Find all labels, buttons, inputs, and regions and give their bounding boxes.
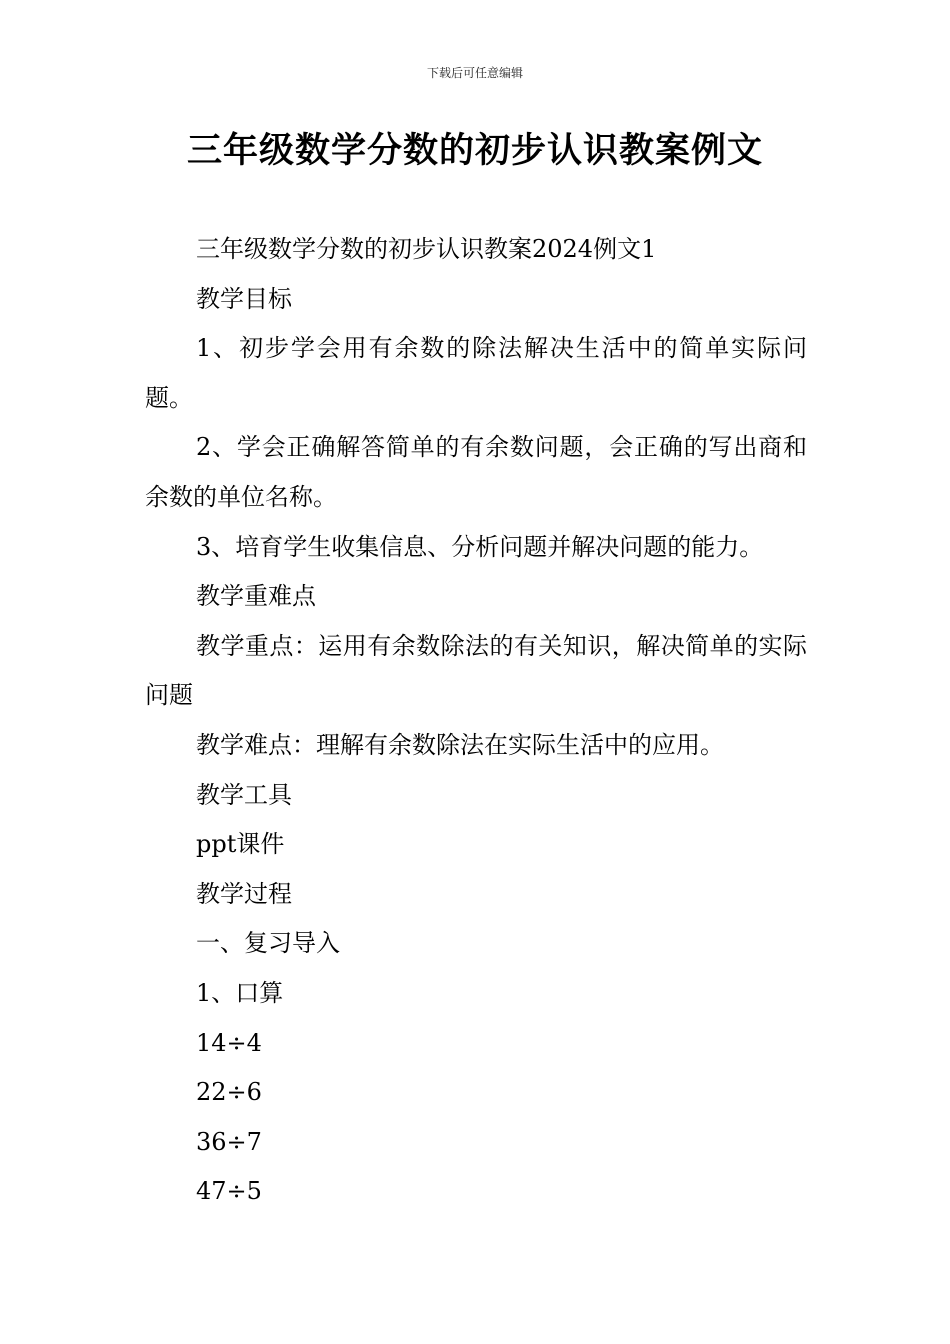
header-note: 下载后可任意编辑: [426, 66, 523, 80]
document-title: 三年级数学分数的初步认识教案例文: [186, 131, 763, 171]
goal-item-2: 2、学会正确解答简单的有余数问题，会正确的写出商和余数的单位名称。: [145, 433, 807, 511]
key-point: 教学重点：运用有余数除法的有关知识，解决简单的实际问题: [145, 631, 807, 710]
calculation-item: 22÷6: [196, 1078, 262, 1107]
tool-item: ppt课件: [196, 830, 285, 859]
section-heading-tools: 教学工具: [196, 780, 292, 809]
difficult-point: 教学难点：理解有余数除法在实际生活中的应用。: [196, 730, 724, 759]
calculation-item: 36÷7: [196, 1127, 262, 1156]
document-body: [145, 225, 807, 1217]
oral-calculation-heading: 1、口算: [196, 978, 284, 1007]
section-heading-key-points: 教学重难点: [196, 582, 316, 611]
process-step-heading: 一、复习导入: [196, 929, 340, 958]
calculation-item: 47÷5: [196, 1177, 262, 1206]
subtitle-paragraph: 三年级数学分数的初步认识教案2024例文1: [196, 235, 657, 263]
goal-item-1: 1、初步学会用有余数的除法解决生活中的简单实际问题。: [145, 334, 807, 412]
goal-item-3: 3、培育学生收集信息、分析问题并解决问题的能力。: [196, 532, 764, 561]
section-heading-goals: 教学目标: [196, 284, 292, 313]
section-heading-process: 教学过程: [196, 879, 292, 908]
calculation-item: 14÷4: [196, 1028, 262, 1057]
